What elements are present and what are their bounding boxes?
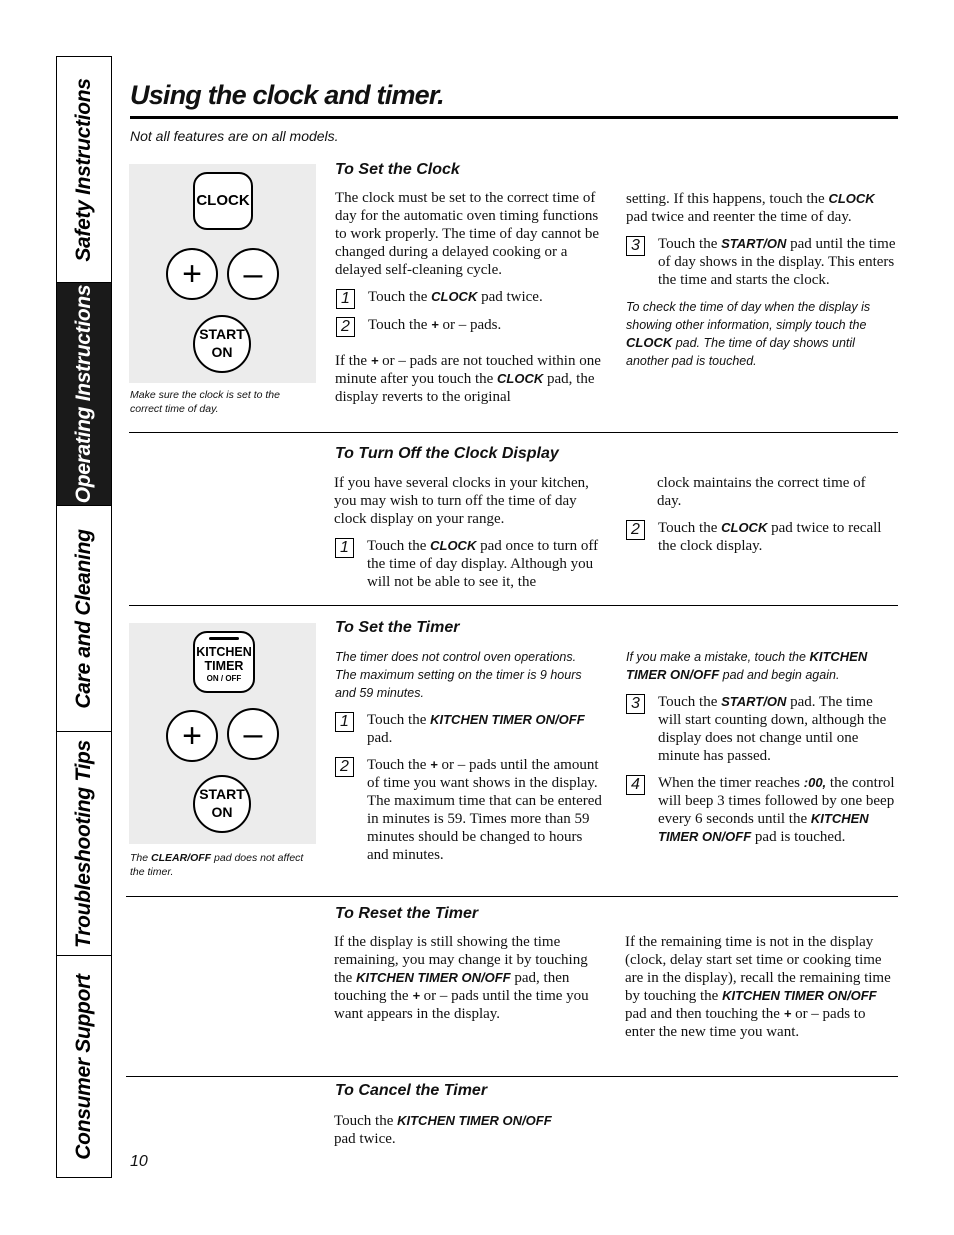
- cancel-timer-heading: To Cancel the Timer: [335, 1082, 488, 1099]
- reset-timer-text-1: [334, 933, 608, 1023]
- keyword: +: [370, 353, 379, 368]
- section-divider: [126, 1076, 898, 1077]
- page-number: 10: [130, 1153, 148, 1170]
- page-title: Using the clock and timer.: [130, 80, 444, 110]
- step-keyword: +: [431, 317, 439, 332]
- text: or – pads until the time you want appears in the display.: [334, 988, 589, 1022]
- start-on-pad: [193, 315, 251, 373]
- text: If you make a mistake, touch the: [626, 650, 810, 664]
- kitchen-label: KITCHEN: [196, 645, 252, 659]
- set-clock-step-1: [336, 288, 606, 306]
- step-text: pad is touched.: [751, 829, 846, 845]
- section-tabs: [56, 56, 112, 1178]
- clock-pad: CLOCK: [193, 172, 253, 230]
- step-keyword: +: [430, 757, 438, 772]
- timer-keypad-illustration: [129, 623, 316, 844]
- step-text: pad once to turn off the time of day display. Although you will not be able to see it, the: [367, 538, 599, 590]
- set-clock-intro: The clock must be set to the correct time of day for the automatic oven timing functions to work properly. The time of day cannot be changed during a delayed cooking or a delayed self-cleaning cycle.: [335, 190, 600, 278]
- set-timer-mistake-note: [626, 648, 898, 684]
- minus-pad: –: [227, 708, 279, 760]
- set-clock-note: [626, 298, 898, 370]
- tab-label: Care and Cleaning: [72, 528, 95, 709]
- timer-caption: [130, 851, 312, 879]
- set-timer-step-4: [626, 774, 898, 846]
- step-number: 3: [626, 694, 645, 714]
- keyword: KITCHEN TIMER ON/OFF: [626, 649, 868, 682]
- text: pad, then touching the: [334, 970, 570, 1004]
- keyword: KITCHEN TIMER ON/OFF: [722, 988, 877, 1003]
- tab-consumer-support[interactable]: [57, 956, 111, 1177]
- page-subtitle: Not all features are on all models.: [130, 128, 339, 144]
- step-text: pad twice to recall the clock display.: [658, 520, 882, 554]
- text: pad, the display reverts to the original: [335, 371, 595, 405]
- step-text: or – pads.: [438, 317, 502, 333]
- step-keyword: START/ON: [721, 236, 787, 251]
- clock-keypad-illustration: [129, 164, 316, 383]
- step-keyword: CLOCK: [430, 538, 477, 553]
- set-clock-reenter-text: [626, 190, 898, 226]
- plus-pad: +: [166, 710, 218, 762]
- cancel-timer-text: [334, 1112, 574, 1148]
- text: Touch the: [334, 1113, 398, 1129]
- keyword: CLOCK: [626, 335, 673, 350]
- text: If the: [335, 353, 371, 369]
- text: If the display is still showing the time remaining, you may change it by touching the: [334, 934, 588, 986]
- step-number: 3: [626, 236, 645, 256]
- tab-label: Troubleshooting Tips: [72, 739, 95, 948]
- set-clock-step-2: [336, 316, 606, 334]
- start-on-pad: [193, 775, 251, 833]
- step-text: pad twice.: [477, 289, 543, 305]
- step-number: 1: [335, 712, 354, 732]
- set-timer-heading: To Set the Timer: [335, 619, 460, 636]
- start-label: START: [199, 326, 245, 342]
- reset-timer-text-2: [625, 933, 898, 1041]
- step-number: 1: [335, 538, 354, 558]
- text: pad and begin again.: [719, 668, 840, 682]
- keyword: KITCHEN TIMER ON/OFF: [356, 970, 511, 985]
- step-text: Touch the: [658, 694, 722, 710]
- section-divider: [129, 432, 898, 433]
- step-keyword: KITCHEN TIMER ON/OFF: [430, 712, 585, 727]
- step-text: When the timer reaches: [658, 775, 804, 791]
- plus-pad: +: [166, 248, 218, 300]
- start-label: START: [199, 786, 245, 802]
- text: pad twice and reenter the time of day.: [626, 209, 852, 225]
- onoff-label: ON / OFF: [206, 674, 242, 683]
- step-number: 1: [336, 289, 355, 309]
- text: If the remaining time is not in the display (clock, delay start set time or cooking time are in the display), recall the remaining time by touching the: [625, 934, 891, 1004]
- step-keyword: START/ON: [721, 694, 787, 709]
- step-number: 4: [626, 775, 645, 795]
- kitchen-timer-pad: [193, 631, 255, 693]
- step-number: 2: [626, 520, 645, 540]
- text: The: [130, 852, 152, 864]
- keyword: +: [783, 1006, 792, 1021]
- set-timer-note: The timer does not control oven operations. The maximum setting on the timer is 9 hours and 59 minutes.: [335, 650, 582, 700]
- step-text: Touch the: [658, 236, 722, 252]
- step-text: Touch the: [367, 712, 431, 728]
- set-timer-step-1: [335, 711, 607, 747]
- text: To check the time of day when the display is showing other information, simply touch the: [626, 300, 871, 332]
- step-text: the control will beep 3 times followed by one beep every 6 seconds until the: [658, 775, 895, 827]
- timer-label: TIMER: [204, 659, 244, 673]
- step-text: Touch the: [368, 317, 432, 333]
- step-text: Touch the: [658, 520, 722, 536]
- section-divider: [126, 896, 898, 897]
- set-timer-step-3: [626, 693, 898, 765]
- minus-pad: –: [227, 248, 279, 300]
- step-text: Touch the: [368, 289, 432, 305]
- step-keyword: CLOCK: [431, 289, 478, 304]
- keyword: KITCHEN TIMER ON/OFF: [397, 1113, 552, 1128]
- step-text: Touch the: [367, 538, 431, 554]
- step-text: pad. The time will start counting down, although the display does not change until one minute has passed.: [658, 694, 887, 764]
- keyword: +: [412, 988, 420, 1003]
- pad-indicator-bar: [209, 637, 239, 640]
- step-text: pad until the time of day shows in the display. This enters the time and starts the clock.: [658, 236, 896, 288]
- text: or – pads are not touched within one minute after you touch the: [335, 353, 601, 387]
- clock-off-step-1: [335, 537, 607, 591]
- set-timer-step-2: [335, 756, 607, 864]
- step-keyword: KITCHEN TIMER ON/OFF: [658, 811, 869, 844]
- step-text: Touch the: [367, 757, 431, 773]
- keyword: CLOCK: [497, 371, 544, 386]
- clock-off-heading: To Turn Off the Clock Display: [335, 445, 559, 462]
- set-clock-step-3: [626, 235, 898, 289]
- on-label: ON: [211, 344, 233, 360]
- step-keyword: :00,: [803, 775, 827, 790]
- step-number: 2: [336, 317, 355, 337]
- keyword: CLOCK: [828, 191, 875, 206]
- step-text: or – pads until the amount of time you want shows in the display. The maximum time that can be entered in minutes is 59. Times more than 59 minutes should be changed to hours and minutes.: [367, 757, 602, 863]
- tab-troubleshooting-tips[interactable]: [57, 732, 111, 956]
- step-text: pad.: [367, 730, 393, 746]
- keyword: CLEAR/OFF: [151, 852, 212, 864]
- clock-off-intro: If you have several clocks in your kitchen, you may wish to turn off the time of day clock display on your range.: [334, 475, 589, 527]
- tab-operating-instructions[interactable]: [57, 283, 111, 506]
- text: pad. The time of day shows until another pad is touched.: [626, 336, 855, 368]
- tab-care-and-cleaning[interactable]: [57, 506, 111, 732]
- text: setting. If this happens, touch the: [626, 191, 829, 207]
- step-number: 2: [335, 757, 354, 777]
- tab-label: Safety Instructions: [72, 77, 95, 262]
- tab-safety-instructions[interactable]: [57, 57, 111, 283]
- set-clock-timeout-text: [335, 352, 605, 406]
- title-rule: [130, 116, 898, 119]
- step-keyword: CLOCK: [721, 520, 768, 535]
- tab-label: Operating Instructions: [72, 284, 95, 504]
- text: pad twice.: [334, 1131, 396, 1147]
- clock-off-step-2: [626, 519, 898, 555]
- reset-timer-heading: To Reset the Timer: [335, 905, 479, 922]
- section-divider: [129, 605, 898, 606]
- text: pad does not affect the timer.: [130, 852, 304, 878]
- clock-off-continued: clock maintains the correct time of day.: [657, 475, 866, 509]
- text: pad and then touching the: [625, 1006, 784, 1022]
- text: or – pads to enter the new time you want.: [625, 1006, 866, 1040]
- set-clock-heading: To Set the Clock: [335, 161, 460, 178]
- clock-caption: Make sure the clock is set to the correct time of day.: [130, 389, 280, 415]
- tab-label: Consumer Support: [72, 973, 95, 1160]
- on-label: ON: [211, 804, 233, 820]
